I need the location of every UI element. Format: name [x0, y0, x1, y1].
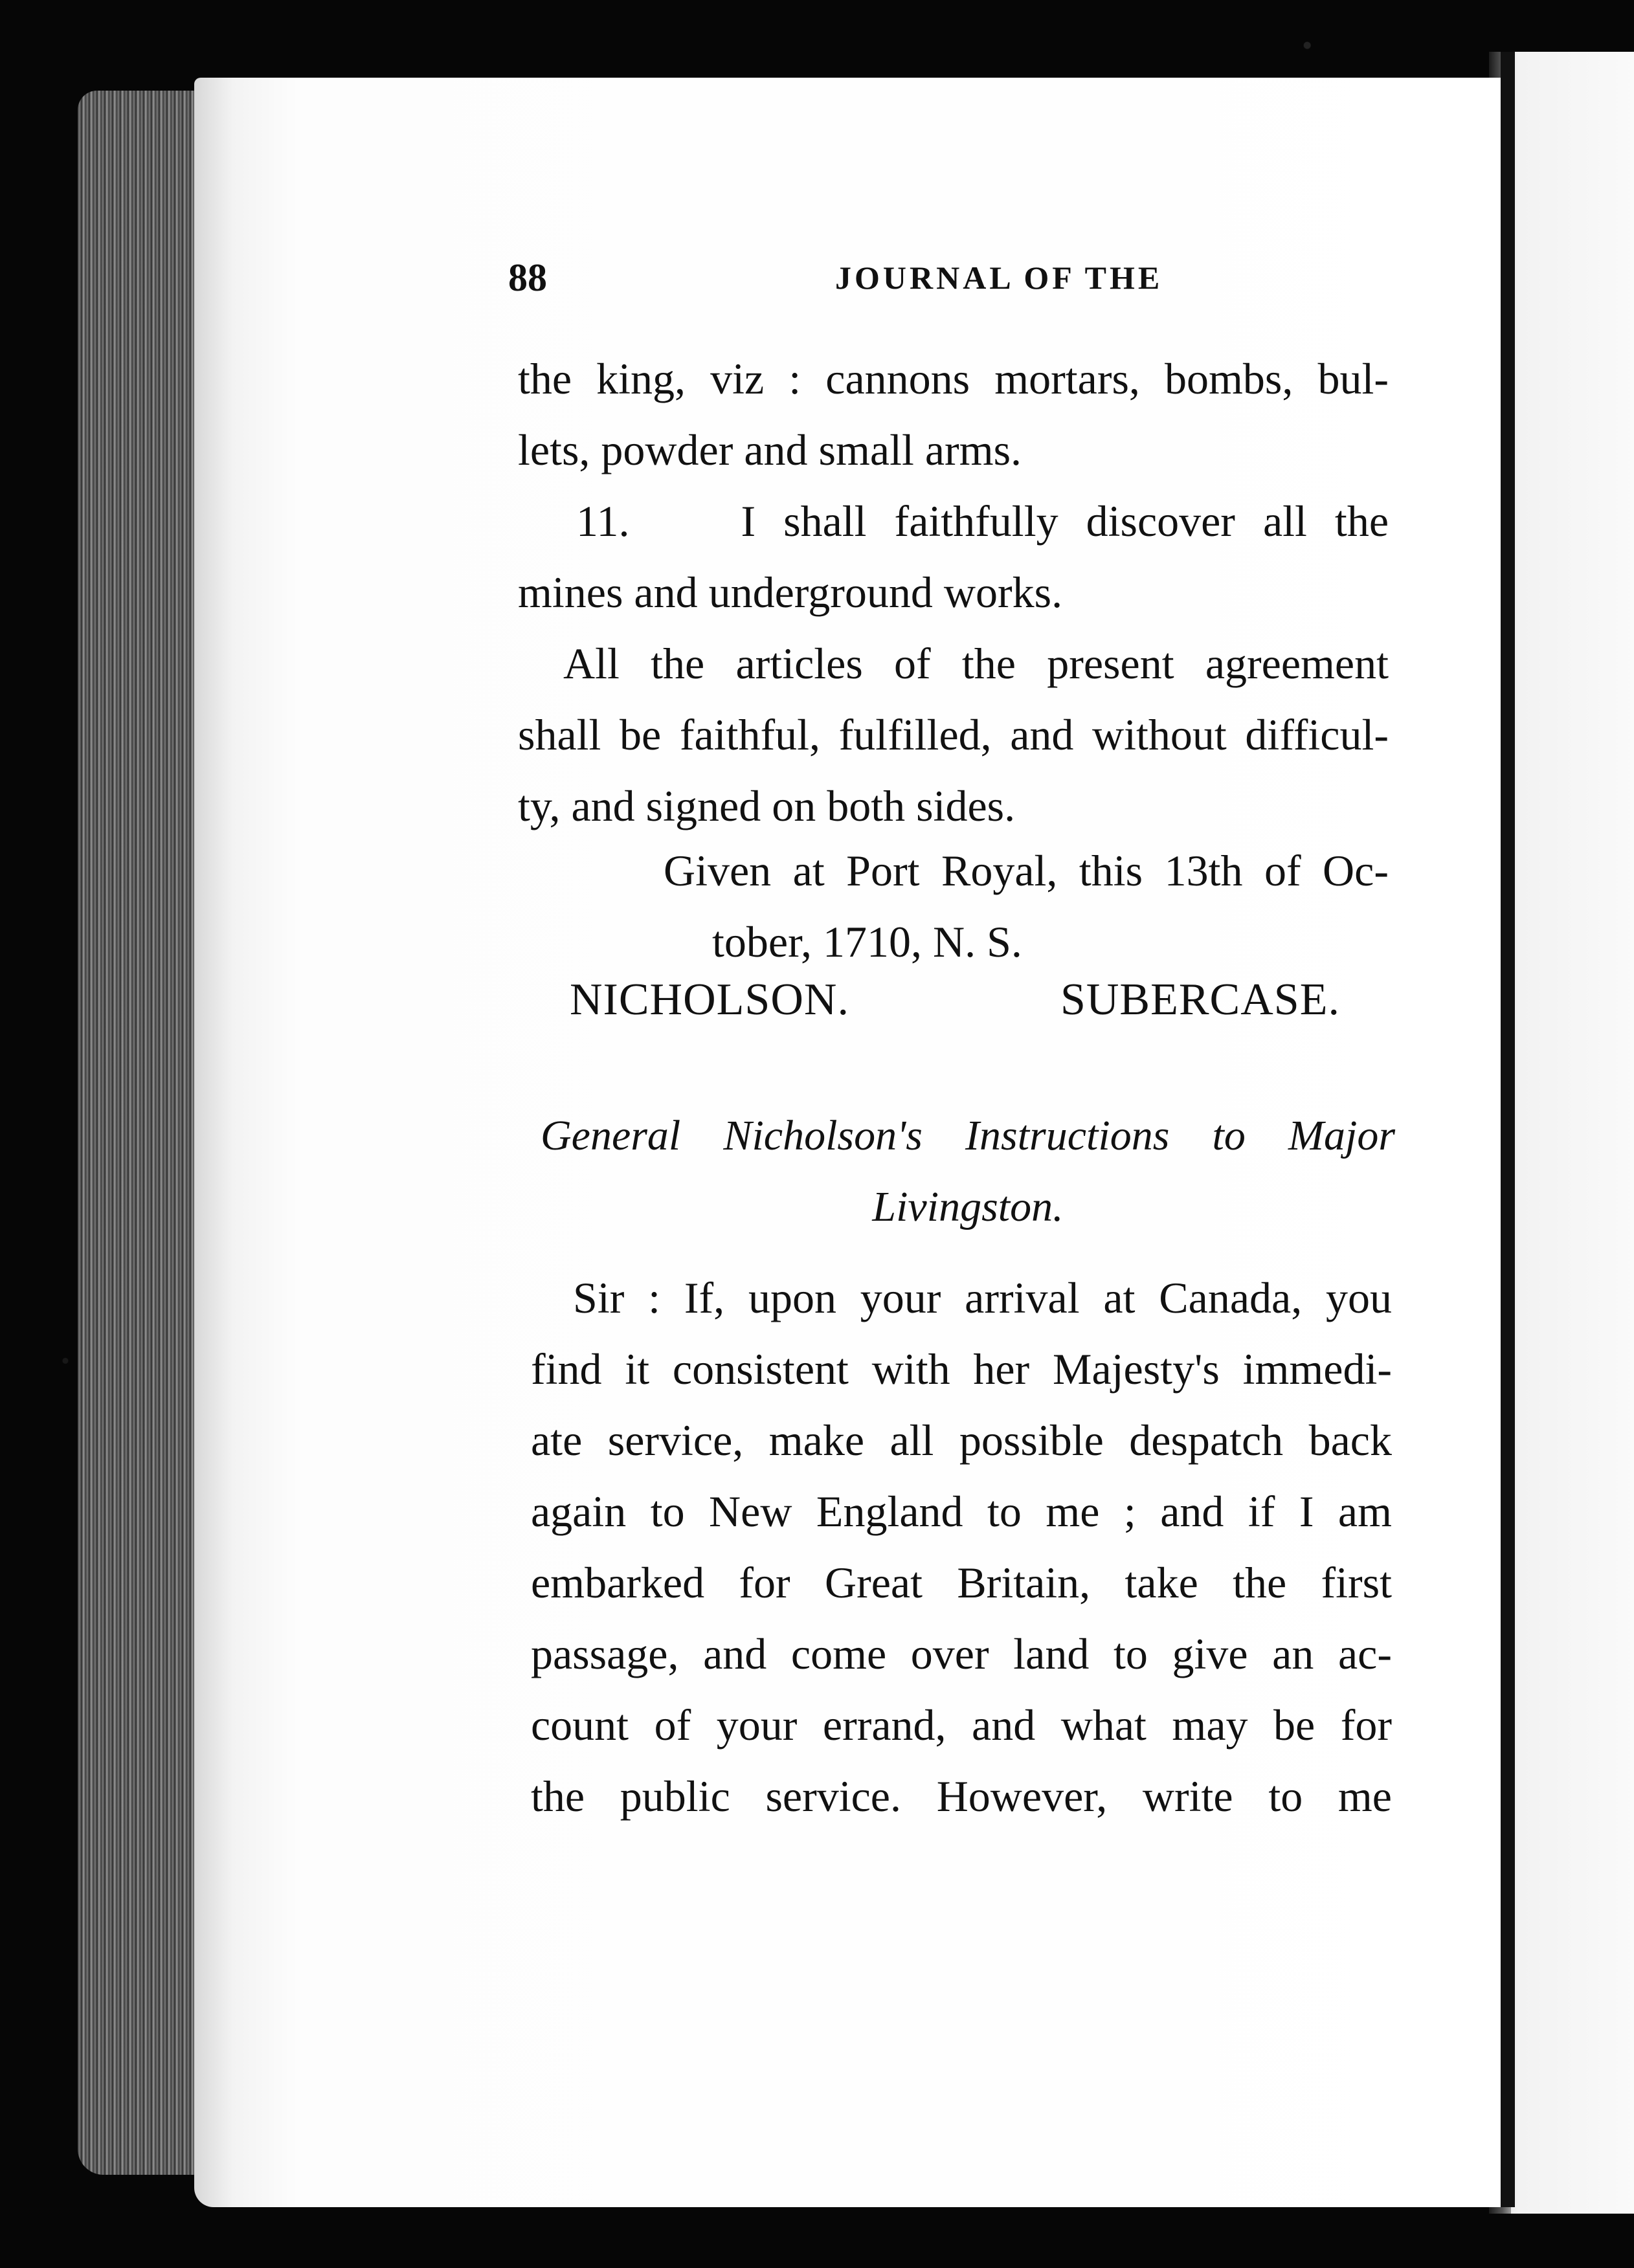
text-line: count of your errand, and what may be for [531, 1700, 1392, 1750]
page-number: 88 [508, 256, 547, 299]
text-line: the public service. However, write to me [531, 1772, 1392, 1821]
text-line: shall be faithful, fulfilled, and without difficul- [518, 710, 1389, 759]
text-line: ate service, make all possible despatch back [531, 1416, 1392, 1465]
text-line: embarked for Great Britain, take the first [531, 1558, 1392, 1607]
body-text-top [518, 343, 1389, 841]
text-line: ty, and signed on both sides. [518, 781, 1016, 830]
text-line: 11. I shall faithfully discover all the [576, 496, 1389, 546]
signature-row [570, 974, 1340, 1026]
text-line: find it consistent with her Majesty's immedi- [531, 1344, 1392, 1394]
text-line: again to New England to me ; and if I am [531, 1487, 1392, 1536]
text-line: Given at Port Royal, this 13th of Oc- [664, 846, 1389, 895]
text-line: mines and underground works. [518, 568, 1063, 617]
page-gutter [1501, 52, 1515, 2207]
text-line: tober, 1710, N. S. [712, 917, 1022, 966]
heading-line: General Nicholson's Instructions to Major [541, 1112, 1395, 1159]
signature-nicholson: NICHOLSON. [570, 975, 849, 1025]
section-heading [541, 1100, 1395, 1243]
text-line: the king, viz : cannons mortars, bombs, bul- [518, 354, 1389, 403]
signature-subercase: SUBERCASE. [1060, 975, 1340, 1025]
given-at-block [518, 835, 1389, 977]
body-text-bottom [531, 1262, 1392, 1832]
heading-line: Livingston. [872, 1183, 1064, 1230]
text-line: lets, powder and small arms. [518, 425, 1022, 474]
book-page-edges [78, 91, 214, 2175]
text-line: All the articles of the present agreement [563, 639, 1389, 688]
text-line: passage, and come over land to give an ac- [531, 1629, 1392, 1678]
running-title: JOURNAL OF THE [835, 260, 1163, 296]
text-line: Sir : If, upon your arrival at Canada, you [573, 1273, 1392, 1322]
